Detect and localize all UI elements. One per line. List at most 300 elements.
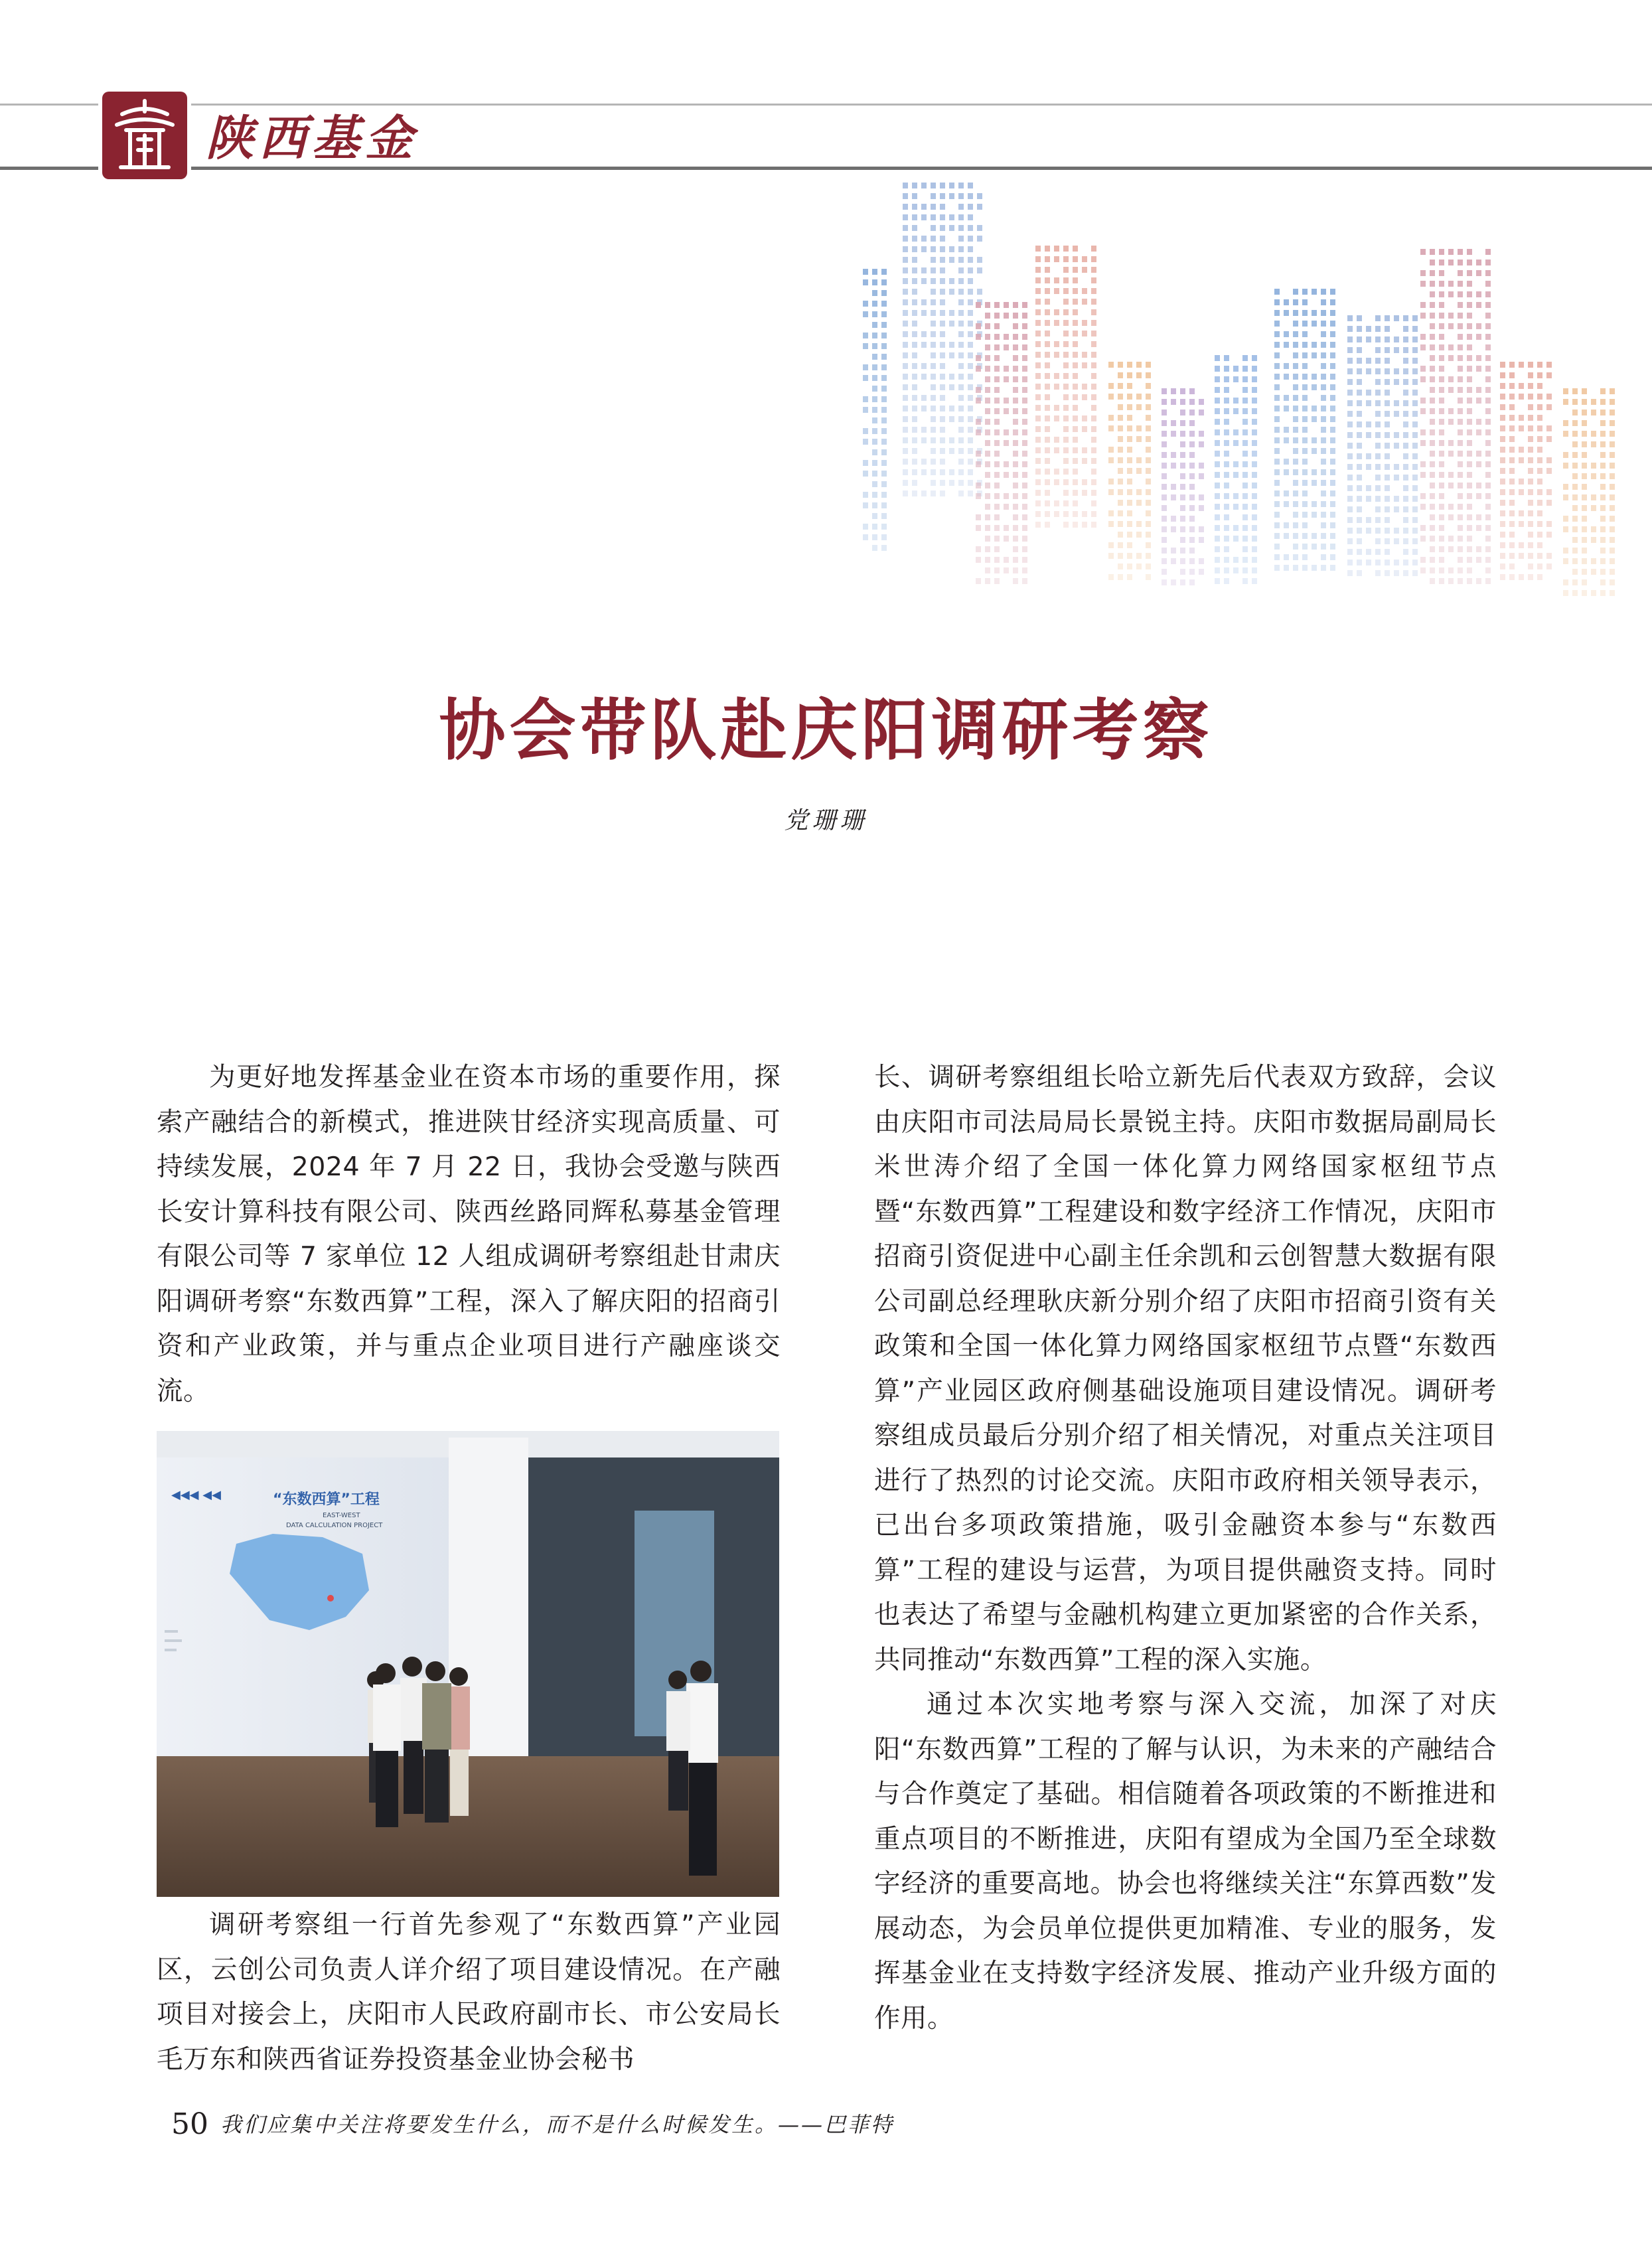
skyline-window [1063, 479, 1069, 485]
skyline-window [1385, 443, 1390, 449]
skyline-window [1180, 399, 1185, 405]
skyline-window [1302, 406, 1308, 411]
skyline-window [1430, 536, 1435, 542]
skyline-window [949, 406, 954, 411]
skyline-window [1302, 448, 1308, 454]
skyline-window [940, 225, 945, 231]
skyline-window [1458, 536, 1463, 542]
skyline-window [958, 193, 964, 199]
skyline-window [1004, 313, 1009, 319]
skyline-window [1347, 528, 1353, 534]
skyline-window [1224, 429, 1229, 435]
skyline-window [1375, 475, 1381, 481]
skyline-window [968, 278, 973, 284]
skyline-window [1045, 447, 1050, 453]
skyline-window [1537, 468, 1542, 474]
skyline-window [1215, 472, 1220, 478]
skyline-window [1600, 494, 1606, 500]
skyline-window [968, 363, 973, 369]
skyline-window [863, 492, 868, 498]
skyline-window [976, 398, 981, 404]
skyline-window [863, 396, 868, 402]
skyline-window [1312, 310, 1317, 316]
skyline-window [1430, 493, 1435, 499]
skyline-window [1224, 461, 1229, 467]
skyline-window [931, 257, 936, 263]
skyline-window [1509, 372, 1515, 378]
skyline-window [977, 289, 982, 295]
skyline-window [1610, 420, 1615, 426]
skyline-window [1302, 522, 1308, 528]
skyline-window [1162, 548, 1167, 554]
skyline-window [912, 310, 917, 316]
skyline-window [881, 354, 887, 360]
skyline-window [1485, 567, 1491, 573]
skyline-window [1082, 331, 1087, 336]
skyline-window [903, 480, 908, 486]
skyline-window [1189, 473, 1195, 479]
skyline-window [1022, 302, 1027, 308]
skyline-window [1233, 408, 1239, 414]
skyline-window [1582, 484, 1587, 490]
skyline-window [1582, 399, 1587, 405]
skyline-window [1082, 447, 1087, 453]
skyline-window [881, 534, 887, 540]
skyline-window [949, 257, 954, 263]
skyline-window [994, 472, 1000, 478]
skyline-window [1136, 489, 1142, 495]
skyline-window [1439, 440, 1444, 446]
skyline-window [1330, 533, 1335, 539]
skyline-window [940, 352, 945, 358]
skyline-window [1420, 302, 1426, 308]
skyline-window [1022, 419, 1027, 425]
skyline-window [1572, 526, 1578, 532]
skyline-window [1004, 567, 1009, 573]
skyline-window [1108, 542, 1114, 548]
skyline-window [1022, 387, 1027, 393]
skyline-window [1054, 352, 1059, 358]
skyline-window [1224, 419, 1229, 425]
skyline-window [940, 331, 945, 337]
skyline-window [1321, 533, 1326, 539]
skyline-window [1118, 415, 1123, 421]
skyline-window [1519, 489, 1524, 495]
skyline-window [1394, 347, 1399, 353]
skyline-window [1537, 362, 1542, 368]
skyline-window [1189, 494, 1195, 500]
skyline-window [1546, 362, 1552, 368]
skyline-window [1302, 299, 1308, 305]
skyline-window [1500, 510, 1505, 516]
skyline-window [1509, 362, 1515, 368]
skyline-window [968, 225, 973, 231]
skyline-window [1375, 390, 1381, 396]
skyline-window [1073, 309, 1078, 315]
skyline-window [1091, 267, 1096, 273]
skyline-window [1127, 489, 1132, 495]
skyline-window [1500, 457, 1505, 463]
skyline-window [1252, 461, 1257, 467]
skyline-window [1146, 415, 1151, 421]
skyline-window [1394, 368, 1399, 374]
skyline-window [1146, 457, 1151, 463]
skyline-window [1330, 384, 1335, 390]
skyline-window [1412, 485, 1418, 491]
skyline-window [1528, 436, 1533, 442]
skyline-window [1224, 567, 1229, 573]
skyline-window [1412, 390, 1418, 396]
skyline-window [968, 395, 973, 401]
skyline-window [872, 513, 877, 519]
skyline-window [976, 493, 981, 499]
skyline-window [1189, 420, 1195, 426]
skyline-window [1366, 453, 1371, 459]
skyline-window [1004, 536, 1009, 542]
skyline-window [1591, 441, 1596, 447]
skyline-window [1476, 461, 1481, 467]
skyline-window [1509, 489, 1515, 495]
skyline-window [931, 427, 936, 433]
skyline-window [1073, 277, 1078, 283]
skyline-window [1357, 528, 1362, 534]
skyline-window [1073, 469, 1078, 475]
skyline-window [1091, 246, 1096, 252]
skyline-window [1199, 431, 1204, 437]
skyline-window [1458, 578, 1463, 584]
article-title: 协会带队赴庆阳调研考察 [439, 691, 1213, 769]
skyline-window [1127, 468, 1132, 474]
skyline-window [1430, 514, 1435, 520]
skyline-window [1004, 557, 1009, 563]
skyline-window [1610, 526, 1615, 532]
skyline-window [1199, 558, 1204, 564]
skyline-window [1476, 525, 1481, 531]
skyline-window [1439, 302, 1444, 308]
skyline-window [1118, 574, 1123, 580]
skyline-window [1162, 484, 1167, 490]
skyline-window [1330, 448, 1335, 454]
skyline-window [1215, 398, 1220, 404]
skyline-window [872, 290, 877, 296]
skyline-window [872, 481, 877, 487]
skyline-window [1385, 315, 1390, 321]
skyline-window [1118, 362, 1123, 368]
skyline-window [1215, 557, 1220, 563]
skyline-window [1412, 336, 1418, 342]
skyline-window [1242, 567, 1248, 573]
skyline-window [1215, 461, 1220, 467]
skyline-window [1430, 313, 1435, 319]
skyline-window [1476, 260, 1481, 265]
skyline-window [931, 204, 936, 210]
skyline-window [1189, 579, 1195, 585]
skyline-window [1600, 388, 1606, 394]
skyline-window [1572, 388, 1578, 394]
skyline-window [1546, 394, 1552, 400]
skyline-window [1519, 415, 1524, 421]
skyline-window [1403, 475, 1408, 481]
skyline-window [1073, 320, 1078, 326]
skyline-window [1600, 484, 1606, 490]
skyline-window [1215, 429, 1220, 435]
skyline-window [1091, 458, 1096, 464]
skyline-window [1467, 557, 1472, 563]
skyline-window [1199, 494, 1204, 500]
skyline-window [1519, 362, 1524, 368]
skyline-window [985, 546, 990, 552]
skyline-window [1572, 410, 1578, 415]
skyline-window [1035, 469, 1041, 475]
skyline-window [1476, 291, 1481, 297]
skyline-window [1063, 384, 1069, 390]
skyline-window [1004, 366, 1009, 372]
skyline-window [1439, 334, 1444, 340]
skyline-window [921, 374, 927, 380]
skyline-window [1600, 452, 1606, 458]
skyline-window [1537, 532, 1542, 538]
skyline-window [1073, 511, 1078, 517]
skyline-window [1448, 578, 1454, 584]
skyline-window [1035, 394, 1041, 400]
skyline-window [1476, 302, 1481, 308]
skyline-window [1485, 557, 1491, 563]
skyline-window [1537, 425, 1542, 431]
skyline-window [1321, 299, 1326, 305]
skyline-window [1045, 277, 1050, 283]
skyline-window [1302, 544, 1308, 550]
skyline-window [1091, 352, 1096, 358]
skyline-window [1045, 320, 1050, 326]
skyline-window [1242, 387, 1248, 393]
skyline-window [863, 364, 868, 370]
skyline-window [1347, 506, 1353, 512]
skyline-window [1582, 505, 1587, 511]
skyline-window [1233, 493, 1239, 499]
skyline-window [863, 534, 868, 540]
skyline-window [1509, 394, 1515, 400]
skyline-window [1054, 500, 1059, 506]
skyline-window [1394, 528, 1399, 534]
skyline-window [1293, 321, 1298, 327]
skyline-window [1357, 453, 1362, 459]
skyline-window [1022, 313, 1027, 319]
skyline-window [1485, 546, 1491, 552]
skyline-window [958, 448, 964, 454]
skyline-window [881, 492, 887, 498]
skyline-window [1572, 590, 1578, 596]
skyline-window [1439, 398, 1444, 404]
skyline-window [1591, 494, 1596, 500]
skyline-window [1224, 376, 1229, 382]
skyline-window [1233, 366, 1239, 372]
skyline-window [976, 578, 981, 584]
skyline-window [1321, 395, 1326, 401]
skyline-window [1357, 517, 1362, 523]
skyline-window [1485, 525, 1491, 531]
skyline-window [1563, 463, 1568, 469]
skyline-window [1385, 390, 1390, 396]
skyline-window [1366, 368, 1371, 374]
skyline-window [1500, 574, 1505, 580]
skyline-window [1485, 514, 1491, 520]
skyline-window [1118, 500, 1123, 506]
paragraph-continuation: 长、调研考察组组长哈立新先后代表双方致辞，会议由庆阳市司法局局长景锐主持。庆阳市数据局副局长米世涛介绍了全国一体化算力网络国家枢纽节点暨“东数西算”工程建设和数字经济工作情况，庆阳市招商引资促进中心副主任余凯和云创智慧大数据有限公司副总经理耿庆新分别介绍了庆阳市招商引资有关政策和全国一体化算力网络国家枢纽节点暨“东数西算”产业园区政府侧基础设施项目建设情况。调研考察组成员最后分别介绍了相关情况，对重点关注项目进行了热烈的讨论交流。庆阳市政府相关领导表示，已出台多项政策措施，吸引金融资本参与“东数西算”工程的建设与运营，为项目提供融资支持。同时也表达了希望与金融机构建立更加紧密的合作关系，共同推动“东数西算”工程的深入实施。 [874, 1062, 1497, 1675]
skyline-window [1189, 410, 1195, 415]
skyline-window [1485, 334, 1491, 340]
skyline-window [1073, 500, 1078, 506]
skyline-window [1274, 416, 1280, 422]
skyline-window [949, 342, 954, 348]
skyline-window [1242, 557, 1248, 563]
skyline-window [1013, 323, 1018, 329]
skyline-window [1073, 246, 1078, 252]
skyline-window [1467, 366, 1472, 372]
skyline-window [1293, 331, 1298, 337]
skyline-window [1330, 352, 1335, 358]
skyline-window [1330, 427, 1335, 433]
skyline-window [912, 395, 917, 401]
skyline-window [1073, 405, 1078, 411]
skyline-window [1600, 579, 1606, 585]
skyline-window [1091, 362, 1096, 368]
skyline-window [872, 460, 877, 466]
skyline-window [1242, 408, 1248, 414]
skyline-window [1118, 457, 1123, 463]
skyline-window [1467, 451, 1472, 457]
skyline-window [968, 352, 973, 358]
skyline-window [976, 429, 981, 435]
skyline-window [1082, 426, 1087, 432]
skyline-window [1591, 399, 1596, 405]
skyline-window [968, 448, 973, 454]
skyline-window [940, 193, 945, 199]
skyline-window [940, 278, 945, 284]
skyline-window [1035, 246, 1041, 252]
skyline-window [1274, 289, 1280, 295]
skyline-window [1215, 578, 1220, 584]
skyline-window [1458, 557, 1463, 563]
skyline-window [1546, 457, 1552, 463]
skyline-window [1439, 281, 1444, 287]
skyline-window [1509, 457, 1515, 463]
skyline-window [1004, 408, 1009, 414]
skyline-window [1162, 558, 1167, 564]
skyline-window [1302, 395, 1308, 401]
skyline-window [985, 472, 990, 478]
skyline-window [1375, 506, 1381, 512]
skyline-window [976, 302, 981, 308]
skyline-window [1467, 461, 1472, 467]
skyline-window [1430, 355, 1435, 361]
skyline-window [1252, 546, 1257, 552]
skyline-window [1430, 323, 1435, 329]
skyline-window [1004, 472, 1009, 478]
skyline-window [1582, 558, 1587, 564]
skyline-window [994, 408, 1000, 414]
skyline-window [903, 374, 908, 380]
skyline-window [949, 469, 954, 475]
skyline-window [1375, 379, 1381, 385]
skyline-window [1321, 384, 1326, 390]
skyline-window [1385, 411, 1390, 417]
skyline-window [1448, 536, 1454, 542]
skyline-window [1347, 336, 1353, 342]
skyline-window [968, 342, 973, 348]
skyline-window [1458, 419, 1463, 425]
skyline-window [1242, 546, 1248, 552]
skyline-window [1485, 249, 1491, 255]
skyline-window [1224, 398, 1229, 404]
skyline-window [1330, 406, 1335, 411]
skyline-window [977, 236, 982, 242]
skyline-window [1467, 387, 1472, 393]
skyline-window [921, 267, 927, 273]
skyline-window [1035, 277, 1041, 283]
skyline-window [968, 374, 973, 380]
skyline-window [881, 396, 887, 402]
skyline-window [903, 384, 908, 390]
skyline-window [1108, 457, 1114, 463]
skyline-window [1572, 537, 1578, 543]
skyline-window [1366, 336, 1371, 342]
skyline-window [1118, 425, 1123, 431]
skyline-window [1224, 525, 1229, 531]
skyline-window [1284, 395, 1289, 401]
skyline-window [1293, 299, 1298, 305]
skyline-window [1091, 522, 1096, 528]
skyline-window [1572, 494, 1578, 500]
skyline-window [1412, 326, 1418, 332]
skyline-window [1385, 368, 1390, 374]
skyline-window [1476, 483, 1481, 488]
skyline-window [1127, 415, 1132, 421]
skyline-window [1582, 590, 1587, 596]
skyline-window [1118, 489, 1123, 495]
skyline-window [1063, 405, 1069, 411]
skyline-window [1375, 368, 1381, 374]
skyline-window [1180, 452, 1185, 458]
skyline-window [931, 278, 936, 284]
skyline-window [1439, 525, 1444, 531]
skyline-window [1091, 277, 1096, 283]
skyline-window [1013, 504, 1018, 510]
skyline-window [1171, 420, 1176, 426]
skyline-window [1420, 408, 1426, 414]
skyline-window [863, 375, 868, 381]
skyline-window [1537, 479, 1542, 485]
skyline-window [976, 451, 981, 457]
skyline-window [863, 343, 868, 349]
skyline-window [1412, 528, 1418, 534]
skyline-window [968, 416, 973, 422]
skyline-window [1330, 374, 1335, 380]
skyline-window [921, 310, 927, 316]
skyline-window [1448, 472, 1454, 478]
skyline-window [903, 289, 908, 295]
skyline-window [1035, 447, 1041, 453]
skyline-window [1252, 419, 1257, 425]
skyline-window [1439, 504, 1444, 510]
skyline-window [1274, 395, 1280, 401]
skyline-window [1600, 590, 1606, 596]
skyline-window [1403, 347, 1408, 353]
skyline-window [881, 449, 887, 455]
skyline-window [1274, 374, 1280, 380]
skyline-window [1403, 538, 1408, 544]
paragraph: 调研考察组一行首先参观了“东数西算”产业园区，云创公司负责人详介绍了项目建设情况。在产融项目对接会上，庆阳市人民政府副市长、市公安局长毛万东和陕西省证券投资基金业协会秘书 [157, 1909, 781, 2075]
skyline-window [1171, 526, 1176, 532]
